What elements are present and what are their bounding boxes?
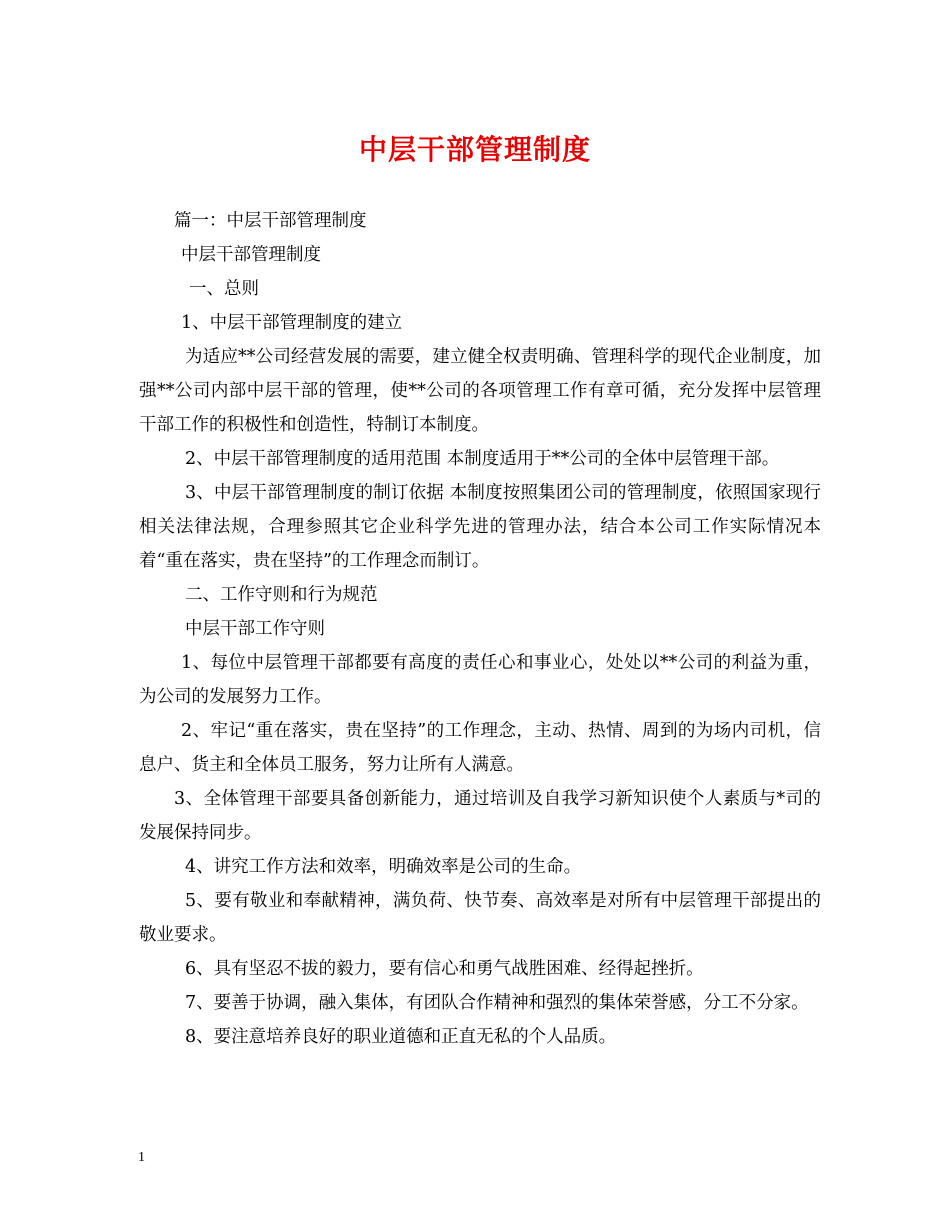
- paragraph-rule-1: 1、每位中层管理干部都要有高度的责任心和事业心，处处以**公司的利益为重，为公司的发展努力工作。: [139, 653, 821, 707]
- paragraph-rule-3: 3、全体管理干部要具备创新能力，通过培训及自我学习新知识使个人素质与*司的发展保持同步。: [139, 789, 821, 843]
- page-number: 1: [138, 1150, 145, 1165]
- paragraph-chapter-1: 一、总则: [189, 279, 259, 299]
- document-title: 中层干部管理制度: [358, 133, 591, 166]
- paragraph-rule-6: 6、具有坚忍不拔的毅力，要有信心和勇气战胜困难、经得起挫折。: [185, 959, 704, 979]
- paragraph-rule-2: 2、牢记“重在落实，贵在坚持”的工作理念，主动、热情、周到的为场内司机，信息户、货主和全体员工服务，努力让所有人满意。: [139, 721, 821, 775]
- paragraph-item-1-3: 3、中层干部管理制度的制订依据 本制度按照集团公司的管理制度，依照国家现行相关法律法规，合理参照其它企业科学先进的管理办法，结合本公司工作实际情况本着“重在落实，贵在坚持”的工作理念而制订。: [139, 483, 821, 571]
- paragraph-rule-7: 7、要善于协调，融入集体，有团队合作精神和强烈的集体荣誉感，分工不分家。: [185, 993, 809, 1013]
- paragraph-section-heading: 篇一：中层干部管理制度: [174, 211, 367, 231]
- paragraph-chapter-2: 二、工作守则和行为规范: [185, 585, 378, 605]
- paragraph-rule-4: 4、讲究工作方法和效率，明确效率是公司的生命。: [185, 857, 582, 877]
- paragraph-item-1-1: 1、中层干部管理制度的建立: [181, 313, 403, 333]
- paragraph-rule-5: 5、要有敬业和奉献精神，满负荷、快节奏、高效率是对所有中层管理干部提出的敬业要求。: [139, 891, 821, 945]
- paragraph-body-1: 为适应**公司经营发展的需要，建立健全权责明确、管理科学的现代企业制度，加强**公司内部中层干部的管理，使**公司的各项管理工作有章可循，充分发挥中层管理干部工作的积极性和创造性，特制订本制度。: [139, 347, 821, 435]
- paragraph-subtitle: 中层干部管理制度: [181, 245, 321, 265]
- document-body: [139, 204, 821, 1054]
- paragraph-rule-8: 8、要注意培养良好的职业道德和正直无私的个人品质。: [185, 1027, 617, 1047]
- paragraph-rules-heading: 中层干部工作守则: [185, 619, 325, 639]
- paragraph-item-1-2: 2、中层干部管理制度的适用范围 本制度适用于**公司的全体中层管理干部。: [185, 449, 780, 469]
